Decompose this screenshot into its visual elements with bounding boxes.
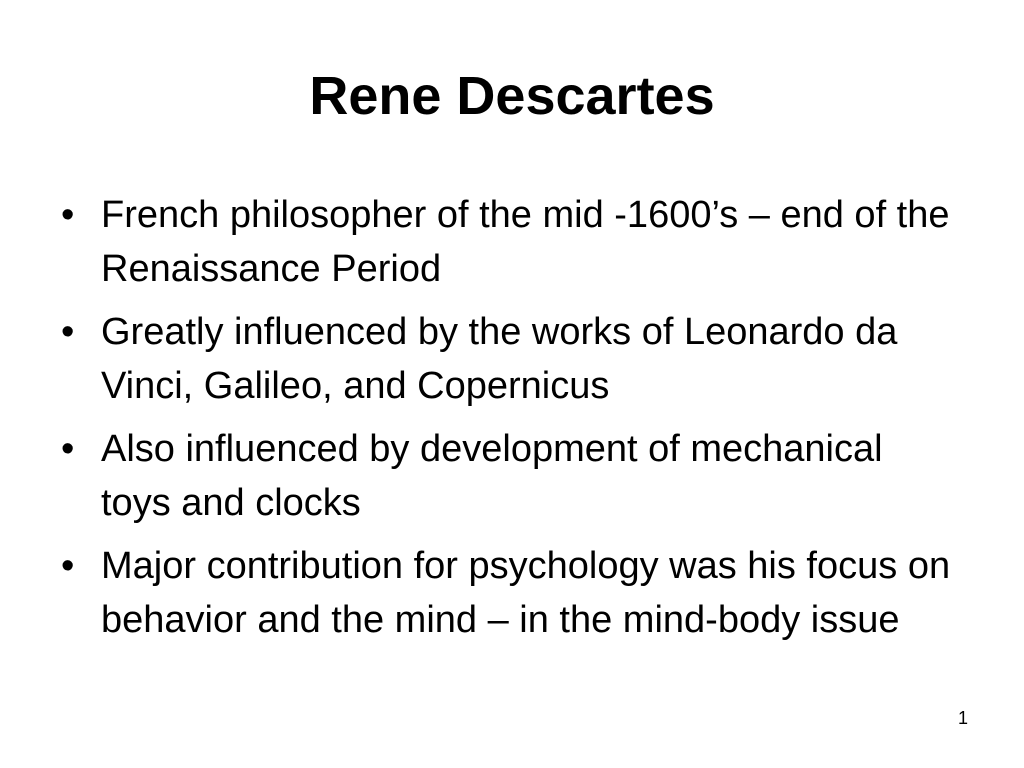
- bullet-text: Greatly influenced by the works of Leonardo da Vinci, Galileo, and Copernicus: [101, 311, 898, 407]
- slide-number: 1: [957, 708, 968, 728]
- bullet-text: Also influenced by development of mechanical toys and clocks: [101, 428, 883, 524]
- bullet-item: [56, 305, 956, 413]
- bullet-text: French philosopher of the mid -1600’s – end of the Renaissance Period: [101, 194, 950, 290]
- bullet-item: [56, 539, 956, 647]
- bullet-item: [56, 422, 956, 530]
- bullet-list: [56, 188, 956, 656]
- slide-title: Rene Descartes: [309, 66, 715, 126]
- bullet-text: Major contribution for psychology was his focus on behavior and the mind – in the mind-body issue: [101, 545, 951, 641]
- bullet-item: [56, 188, 956, 296]
- bullet-icon: •: [61, 311, 75, 353]
- bullet-icon: •: [61, 194, 75, 236]
- bullet-icon: •: [61, 545, 75, 587]
- bullet-icon: •: [61, 428, 75, 470]
